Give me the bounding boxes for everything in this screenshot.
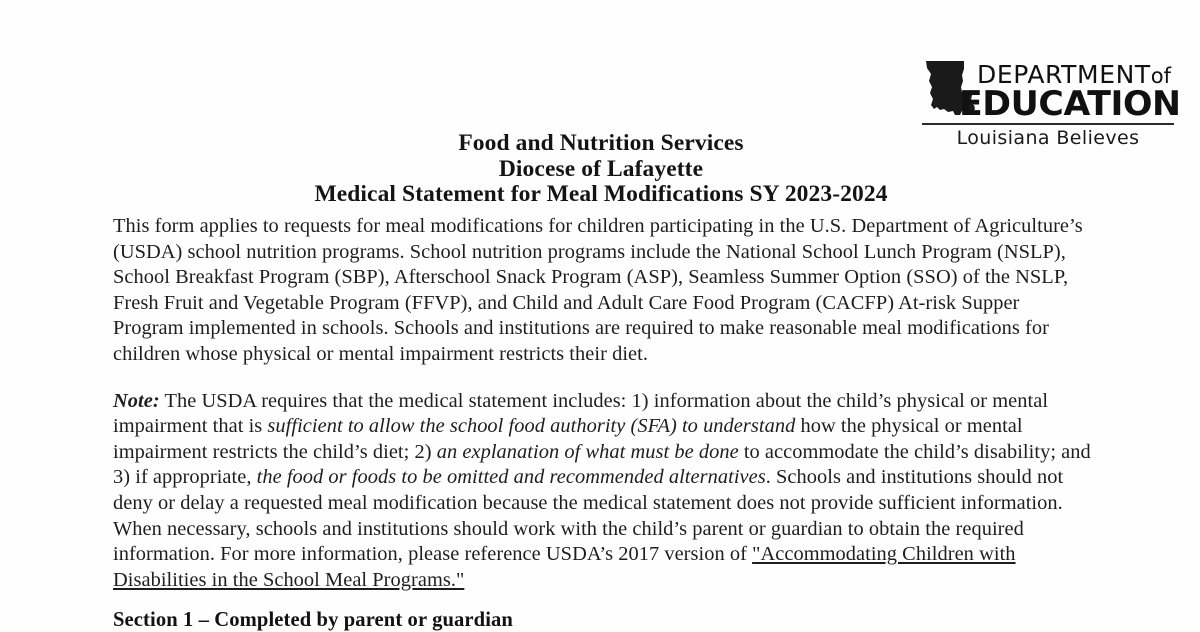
note-label: Note:: [113, 389, 160, 412]
usda-guidance-link[interactable]: "Accommodating Children with Disabilities in the School Meal Programs.": [113, 543, 1016, 591]
intro-paragraph: This form applies to requests for meal modifications for children participating in the U.S. Department of Agriculture’s (USDA) school nutrition programs. School nutrition programs include the National School Lunch Program (NSLP), School Breakfast Program (SBP), Afterschool Snack Program (ASP), Seamless Summer Option (SSO) of the NSLP, Fresh Fruit and Vegetable Program (FFVP), and Child and Adult Care Food Program (CACFP) At-risk Supper Program implemented in schools. Schools and institutions are required to make reasonable meal modifications for children whose physical or mental impairment restricts their diet.: [113, 215, 1083, 365]
note-emphasis-2: an explanation of what must be done: [436, 440, 739, 463]
document-body: [113, 214, 1093, 593]
logo-text: [959, 59, 1181, 124]
note-text-2: how the physical or mental impairment restricts the child’s diet; 2): [113, 415, 1023, 463]
note-emphasis-1: sufficient to allow the school food authority (SFA) to understand: [267, 415, 796, 438]
logo-line-education: EDUCATION: [959, 83, 1181, 124]
logo-line-department: DEPARTMENTof: [977, 59, 1172, 89]
section-1-heading: Section 1 – Completed by parent or guardian: [113, 609, 513, 631]
note-text-4: . Schools and institutions should not deny or delay a requested meal modification because the medical statement does not provide sufficient information. When necessary, schools and institutions should work with the child’s parent or guardian to obtain the required information. For more information, please reference USDA’s 2017 version of: [113, 466, 1064, 566]
title-line-diocese: Diocese of Lafayette: [498, 155, 704, 182]
note-paragraph: [113, 389, 1093, 594]
logo-wordmark-row: [922, 52, 1181, 124]
note-text-1: The USDA requires that the medical statement includes: 1) information about the child’s physical or mental impairment that is: [113, 389, 1049, 438]
page-title: [113, 131, 1089, 208]
title-line-organization: Food and Nutrition Services: [458, 130, 744, 156]
note-text-3: to accommodate the child’s disability; and 3) if appropriate,: [113, 440, 1091, 489]
title-line-form-name: Medical Statement for Meal Modifications SY 2023-2024: [314, 181, 888, 208]
note-emphasis-3: the food or foods to be omitted and recommended alternatives: [256, 466, 766, 489]
logo-tagline: Louisiana Believes: [956, 127, 1140, 149]
